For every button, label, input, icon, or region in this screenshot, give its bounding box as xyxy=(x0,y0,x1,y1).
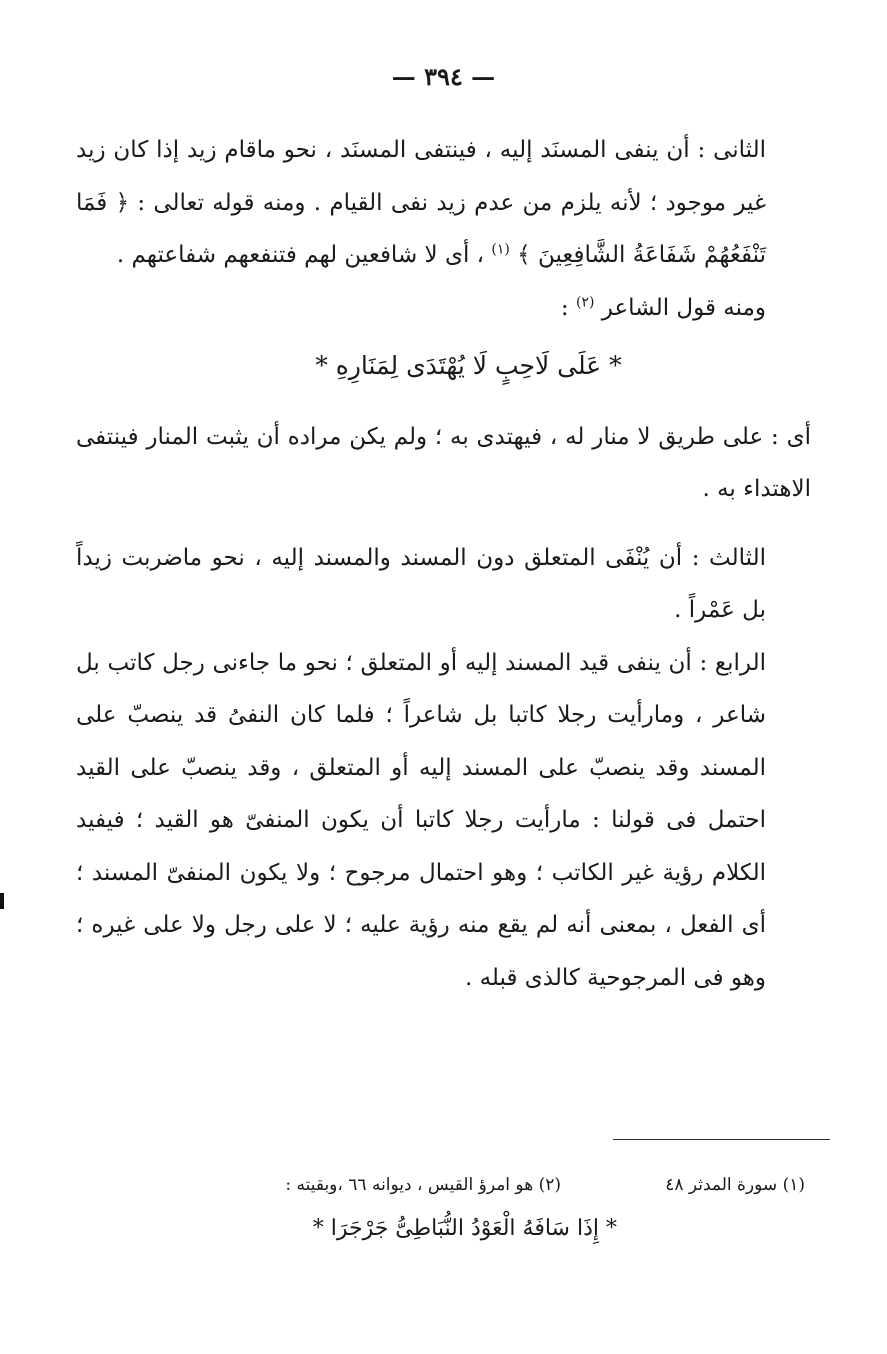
poetry-verse: * عَلَى لَاحِبٍ لَا يُهْتَدَى لِمَنَارِهِ * xyxy=(315,351,622,380)
main-text xyxy=(76,124,811,1004)
footnote-divider xyxy=(613,1139,830,1140)
paragraph-fourth-type: الرابع : أن ينفى قيد المسند إليه أو المتعلق ؛ نحو ما جاءنى رجل كاتب بل شاعر ، ومارأيت رجلا كاتبا بل شاعراً ؛ فلما كان النفىُ قد ينصبّ على المسند وقد ينصبّ على المسند إليه أو المتعلق ، وقد ينصبّ على القيد احتمل فى قولنا : مارأيت رجلا كاتبا أن يكون المنفىّ هو القيد ؛ فيفيد الكلام رؤية غير الكاتب ؛ وهو احتمال مرجوح ؛ ولا يكون المنفىّ المسند ؛ أى الفعل ، بمعنى أنه لم يقع منه رؤية عليه ؛ لا على رجل ولا على غيره ؛ وهو فى المرجوحية كالذى قبله . xyxy=(76,649,766,991)
page-number: — ٣٩٤ — xyxy=(391,62,496,91)
footnote-verse: * إِذَا سَافَهُ الْعَوْدُ النُّبَاطِىُّ جَرْجَرَا * xyxy=(312,1216,617,1241)
paragraph-text: ومنه قول الشاعر xyxy=(601,294,766,321)
paragraph-text: ، أى لا شافعين لهم فتنفعهم شفاعتهم . xyxy=(116,242,492,268)
paragraph-text: الثانى : أن ينفى المسنَد إليه ، فينتفى المسنَد ، نحو ماقام زيد إذا كان زيد غير موجود ؛ لأنه يلزم من عدم زيد نفى القيام . ومنه قوله تعالى : ﴿ فَمَا تَنْفَعُهُمْ شَفَاعَةُ الشَّافِعِينَ ﴾ xyxy=(76,137,766,268)
paragraph-second-type xyxy=(76,124,811,282)
footnote-ref-2[interactable]: (٢) xyxy=(575,293,595,310)
paragraph-third-type: الثالث : أن يُنْفَى المتعلق دون المسند والمسند إليه ، نحو ماضربت زيداً بل عَمْراً . xyxy=(76,544,766,623)
paragraph-text: : xyxy=(560,294,576,321)
footnote-ref-1[interactable]: (١) xyxy=(491,241,510,258)
paragraph-explanation: أى : على طريق لا منار له ، فيهتدى به ؛ ولم يكن مراده أن يثبت المنار فينتفى الاهتداء به . xyxy=(76,423,811,502)
footnote-2: (٢) هو امرؤ القيس ، ديوانه ٦٦ ،وبقيته : xyxy=(285,1175,561,1195)
footnote-1: (١) سورة المدثر ٤٨ xyxy=(665,1175,805,1195)
scan-edge-mark xyxy=(0,893,4,909)
poet-intro xyxy=(76,282,811,335)
